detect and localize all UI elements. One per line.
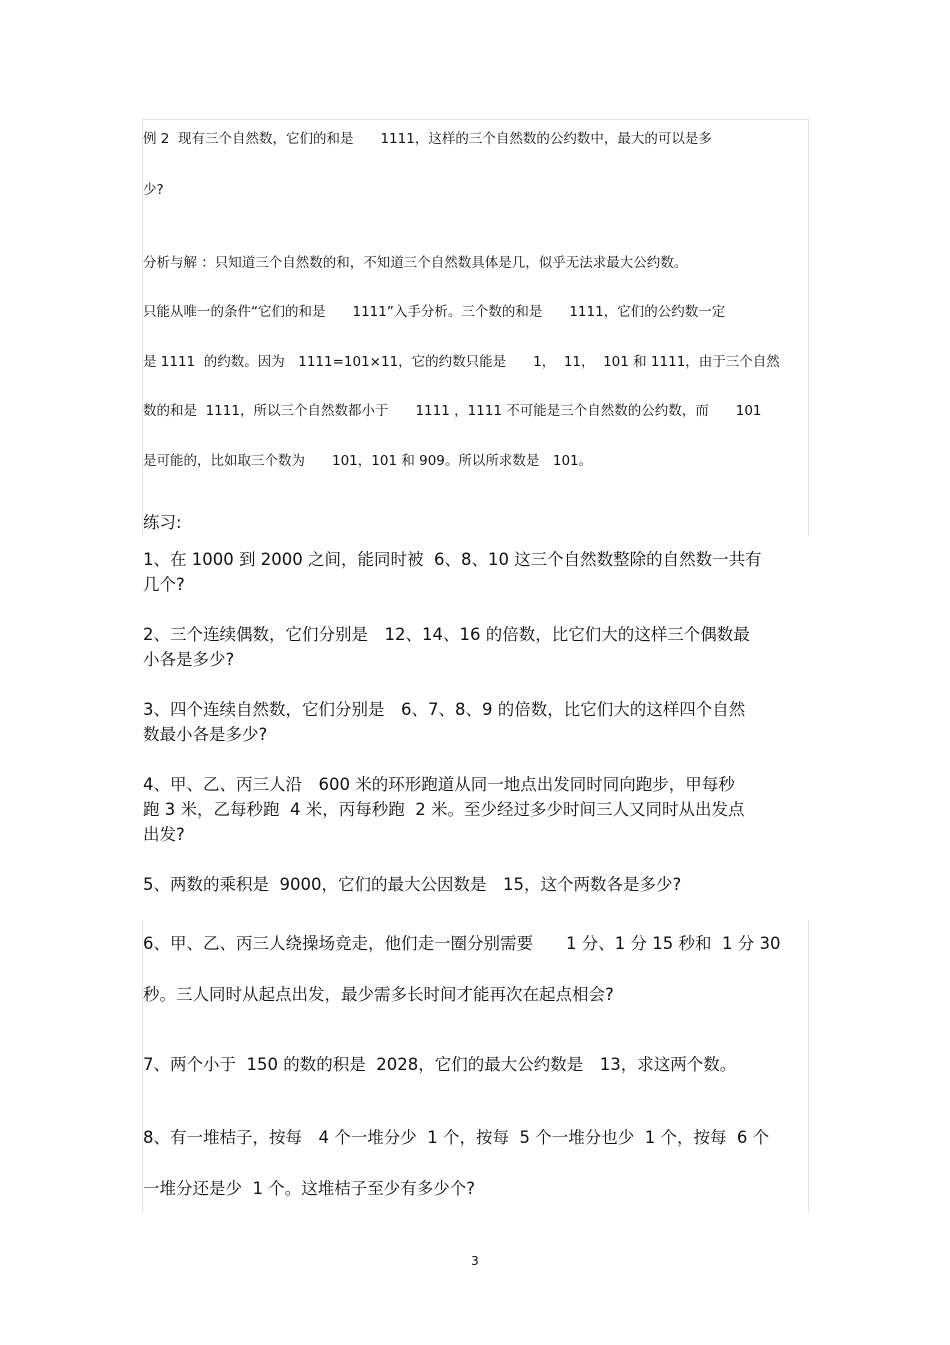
- practice-line-14: 8、有一堆桔子，按每 4 个一堆分少 1 个，按每 5 个一堆分也少 1 个，按每 6 个: [143, 1128, 770, 1147]
- practice-line-9: 出发?: [143, 825, 185, 844]
- practice-line-6: 数最小各是多少?: [143, 725, 268, 744]
- analysis-line-1: 分析与解 ：只知道三个自然数的和，不知道三个自然数具体是几，似乎无法求最大公约数。: [143, 255, 688, 271]
- practice-line-12: 秒。三人同时从起点出发，最少需多长时间才能再次在起点相会?: [143, 985, 614, 1004]
- practice-line-4: 小各是多少?: [143, 650, 235, 669]
- analysis-line-5: 是可能的，比如取三个数为 101，101 和 909。所以所求数是 101。: [143, 453, 593, 469]
- practice-line-13: 7、两个小于 150 的数的积是 2028，它们的最大公约数是 13，求这两个数。: [143, 1055, 737, 1074]
- practice-line-7: 4、甲、乙、丙三人沿 600 米的环形跑道从同一地点出发同时同向跑步，甲每秒: [143, 775, 735, 794]
- example-line-1: 例 2 现有三个自然数，它们的和是 1111，这样的三个自然数的公约数中，最大的可以是多: [143, 131, 712, 147]
- example-box-frame: [142, 119, 809, 536]
- analysis-line-4: 数的和是 1111，所以三个自然数都小于 1111 ，1111 不可能是三个自然数的公约数，而 101: [143, 403, 762, 419]
- page-number: 3: [471, 1254, 479, 1268]
- practice-line-15: 一堆分还是少 1 个。这堆桔子至少有多少个?: [143, 1179, 475, 1198]
- analysis-line-3: 是 1111 的约数。因为 1111=101×11，它的约数只能是 1， 11， 101 和 1111，由于三个自然: [143, 354, 780, 370]
- practice-line-5: 3、四个连续自然数，它们分别是 6、7、8、9 的倍数，比它们大的这样四个自然: [143, 700, 746, 719]
- example-line-2: 少?: [143, 182, 164, 198]
- practice-line-10: 5、两数的乘积是 9000，它们的最大公因数是 15，这个两数各是多少?: [143, 875, 682, 894]
- practice-line-2: 几个?: [143, 575, 185, 594]
- practice-line-8: 跑 3 米，乙每秒跑 4 米，丙每秒跑 2 米。至少经过多少时间三人又同时从出发点: [143, 800, 745, 819]
- practice-heading: 练习:: [143, 513, 182, 532]
- practice-line-11: 6、甲、乙、丙三人绕操场竞走，他们走一圈分别需要 1 分、1 分 15 秒和 1 分 30: [143, 934, 781, 953]
- analysis-line-2: 只能从唯一的条件“它们的和是 1111”入手分析。三个数的和是 1111，它们的公约数一定: [143, 304, 726, 320]
- practice-line-3: 2、三个连续偶数，它们分别是 12、14、16 的倍数，比它们大的这样三个偶数最: [143, 625, 750, 644]
- practice-line-1: 1、在 1000 到 2000 之间，能同时被 6、8、10 这三个自然数整除的自然数一共有: [143, 550, 762, 569]
